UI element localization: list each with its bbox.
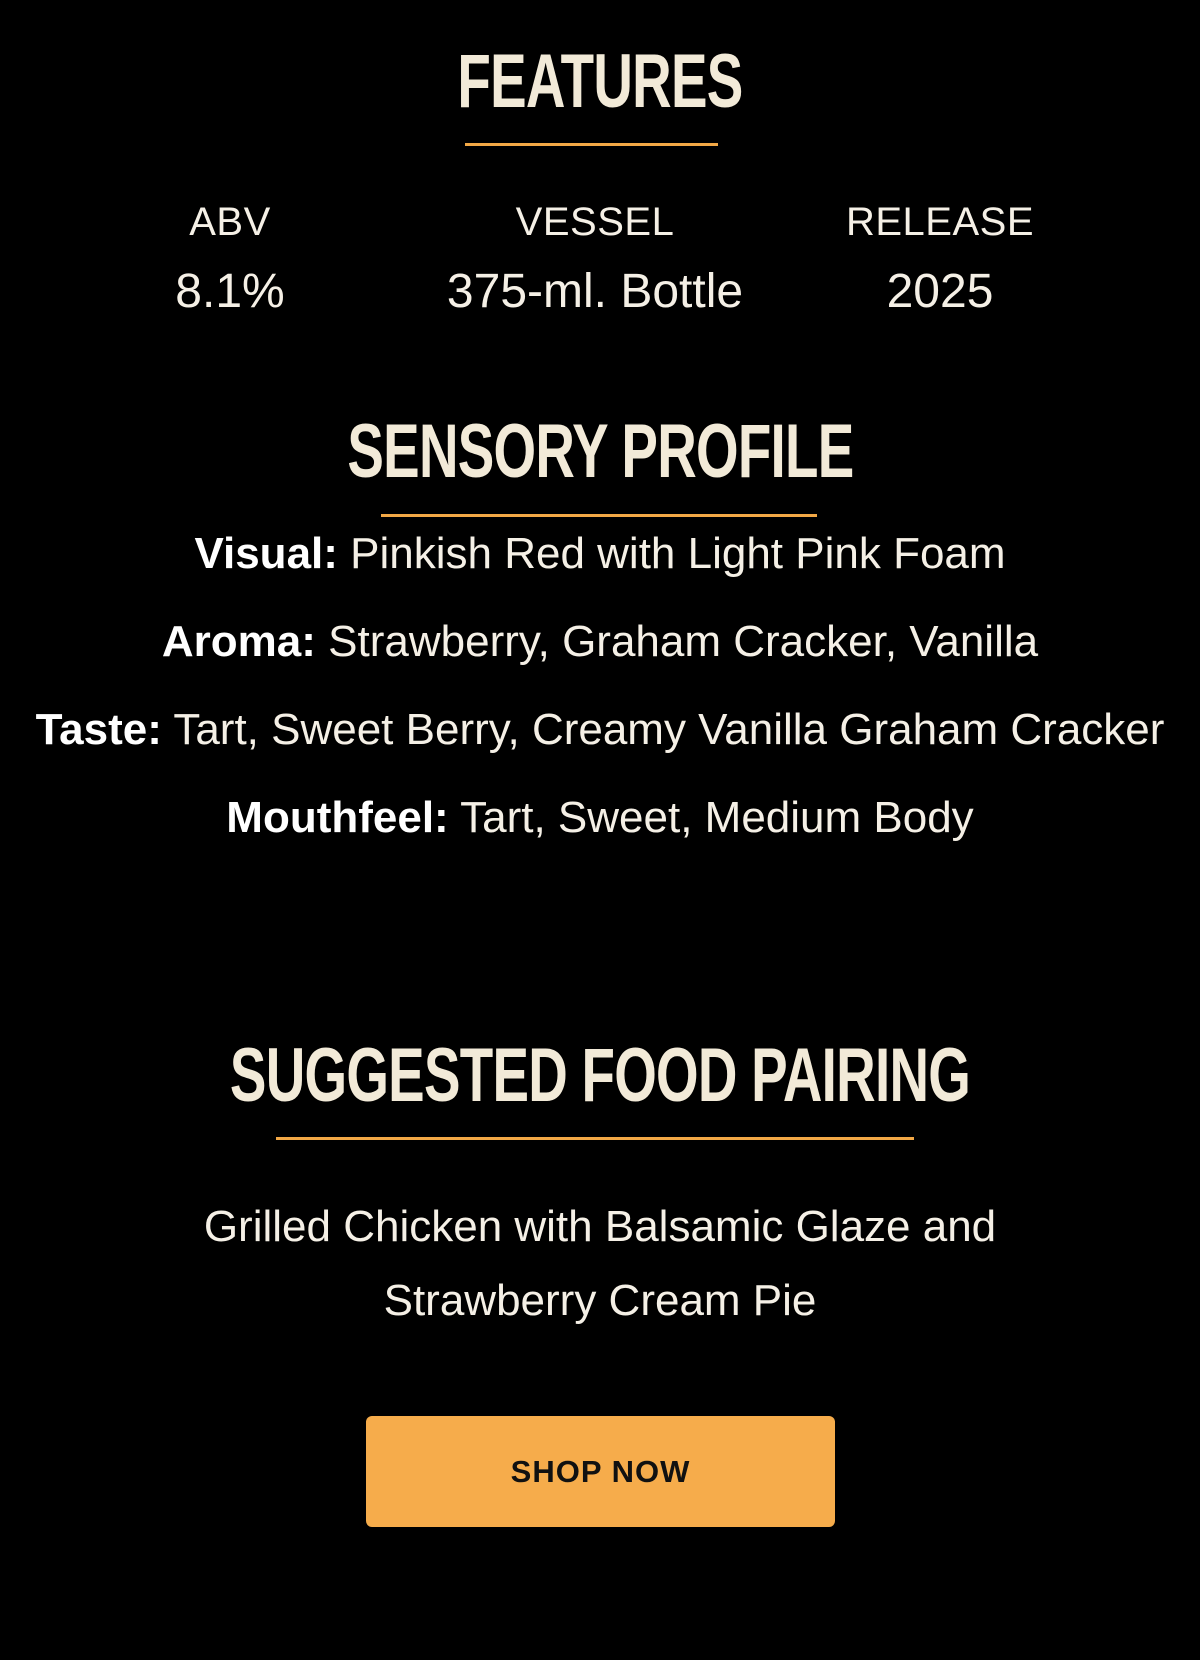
pairing-underline xyxy=(276,1137,914,1140)
sensory-label: Taste: xyxy=(35,705,162,754)
features-row xyxy=(0,202,1200,332)
pairing-heading xyxy=(0,1033,1200,1118)
feature-value: 8.1% xyxy=(175,265,285,318)
sensory-label: Mouthfeel: xyxy=(226,793,449,842)
feature-label: ABV xyxy=(189,200,271,244)
features-heading xyxy=(0,39,1200,124)
food-pairing-text xyxy=(0,1190,1200,1338)
feature-release xyxy=(830,202,1050,316)
sensory-mouthfeel xyxy=(0,774,1200,862)
sensory-text: Pinkish Red with Light Pink Foam xyxy=(337,529,1006,578)
sensory-visual xyxy=(0,510,1200,598)
sensory-heading xyxy=(0,409,1200,494)
sensory-taste xyxy=(0,686,1200,774)
feature-abv xyxy=(150,202,310,316)
sensory-title: SENSORY PROFILE xyxy=(346,409,854,494)
sensory-text: Tart, Sweet Berry, Creamy Vanilla Graham Cracker xyxy=(161,705,1165,754)
feature-value: 375-ml. Bottle xyxy=(446,265,744,318)
feature-value: 2025 xyxy=(886,265,994,318)
shop-now-label: SHOP NOW xyxy=(510,1453,691,1489)
feature-label: VESSEL xyxy=(515,200,675,244)
feature-label: RELEASE xyxy=(845,200,1035,244)
features-underline xyxy=(465,143,718,146)
features-title: FEATURES xyxy=(457,39,743,124)
sensory-aroma xyxy=(0,598,1200,686)
sensory-label: Aroma: xyxy=(161,617,316,666)
sensory-text: Strawberry, Graham Cracker, Vanilla xyxy=(315,617,1039,666)
sensory-profile-list xyxy=(0,529,1200,862)
pairing-title: SUGGESTED FOOD PAIRING xyxy=(229,1033,971,1118)
sensory-text: Tart, Sweet, Medium Body xyxy=(448,793,974,842)
shop-now-button[interactable] xyxy=(366,1416,835,1527)
feature-vessel xyxy=(410,202,780,316)
pairing-line-1: Grilled Chicken with Balsamic Glaze and xyxy=(203,1202,997,1251)
sensory-label: Visual: xyxy=(194,529,338,578)
pairing-line-2: Strawberry Cream Pie xyxy=(383,1276,817,1325)
